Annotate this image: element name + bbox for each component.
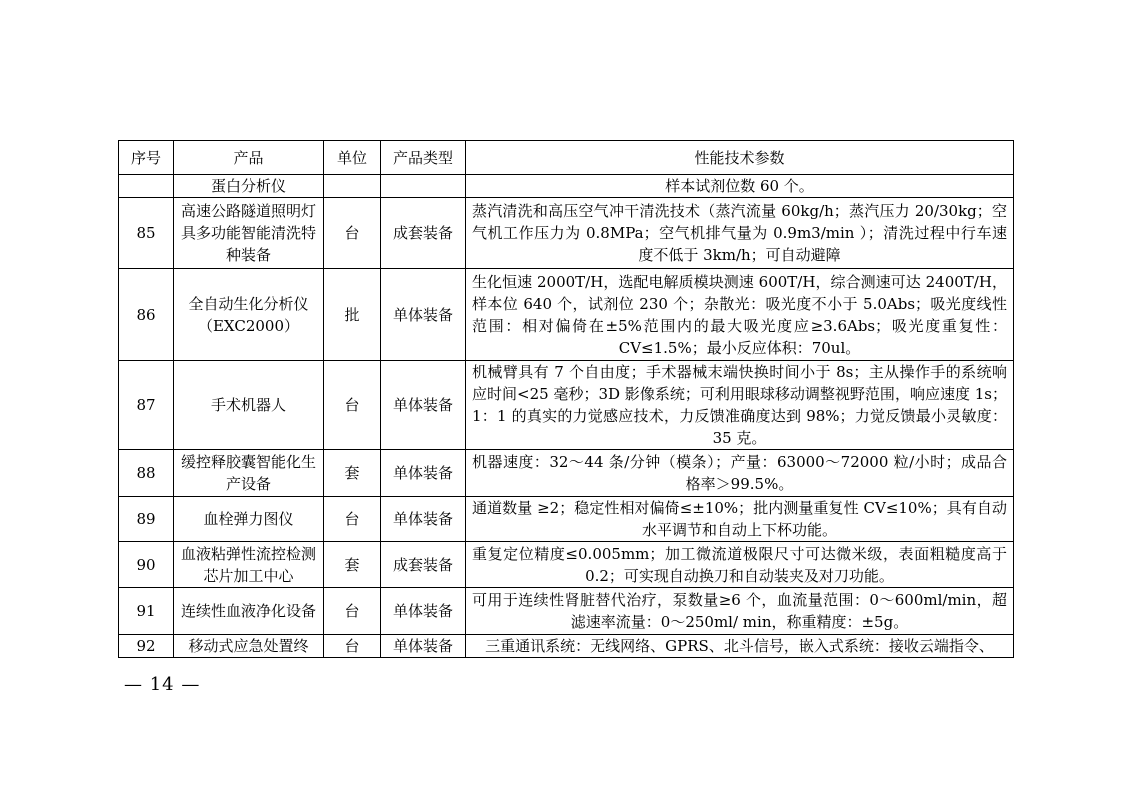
- cell-type: 单体装备: [381, 497, 466, 542]
- cell-product: 移动式应急处置终: [174, 635, 324, 658]
- table-row: [119, 497, 1014, 542]
- cell-type: 单体装备: [381, 269, 466, 361]
- table-row: [119, 450, 1014, 497]
- cell-type: [381, 175, 466, 198]
- cell-index: 87: [119, 361, 174, 450]
- cell-type: 成套装备: [381, 198, 466, 269]
- cell-type: 成套装备: [381, 542, 466, 588]
- header-tech-params: 性能技术参数: [466, 141, 1014, 175]
- equipment-spec-table: [118, 140, 1014, 658]
- cell-params: 通道数量 ≥2；稳定性相对偏倚≤±10%；批内测量重复性 CV≤10%；具有自动水平调节和自动上下杯功能。: [466, 497, 1014, 542]
- cell-type: 单体装备: [381, 361, 466, 450]
- cell-unit: 台: [324, 588, 381, 635]
- table-row: [119, 542, 1014, 588]
- cell-product: 手术机器人: [174, 361, 324, 450]
- table-header-row: [119, 141, 1014, 175]
- cell-params: 机械臂具有 7 个自由度；手术器械末端快换时间小于 8s；主从操作手的系统响应时间<25 毫秒；3D 影像系统；可利用眼球移动调整视野范围，响应速度 1s；1：1 的真实的力觉感应技术，力反馈准确度达到 98%；力觉反馈最小灵敏度：35 克。: [466, 361, 1014, 450]
- table-row: [119, 635, 1014, 658]
- header-product: 产品: [174, 141, 324, 175]
- cell-params: 样本试剂位数 60 个。: [466, 175, 1014, 198]
- cell-unit: 台: [324, 497, 381, 542]
- cell-index: 86: [119, 269, 174, 361]
- table-row: [119, 269, 1014, 361]
- cell-index: [119, 175, 174, 198]
- cell-index: 85: [119, 198, 174, 269]
- cell-unit: 台: [324, 198, 381, 269]
- cell-product: 蛋白分析仪: [174, 175, 324, 198]
- header-unit: 单位: [324, 141, 381, 175]
- cell-unit: 套: [324, 450, 381, 497]
- cell-index: 88: [119, 450, 174, 497]
- table-row: [119, 361, 1014, 450]
- page-number: — 14 —: [124, 674, 201, 695]
- cell-index: 89: [119, 497, 174, 542]
- cell-product: 全自动生化分析仪（EXC2000）: [174, 269, 324, 361]
- cell-params: 可用于连续性肾脏替代治疗，泵数量≥6 个，血流量范围：0～600ml/min，超滤速率流量：0～250ml/ min，称重精度：±5g。: [466, 588, 1014, 635]
- table-row: [119, 198, 1014, 269]
- cell-params: 机器速度：32～44 条/分钟（模条）；产量：63000～72000 粒/小时；成品合格率＞99.5%。: [466, 450, 1014, 497]
- cell-index: 92: [119, 635, 174, 658]
- header-product-type: 产品类型: [381, 141, 466, 175]
- cell-product: 血栓弹力图仪: [174, 497, 324, 542]
- cell-type: 单体装备: [381, 588, 466, 635]
- cell-type: 单体装备: [381, 450, 466, 497]
- cell-params: 三重通讯系统：无线网络、GPRS、北斗信号，嵌入式系统：接收云端指令、: [466, 635, 1014, 658]
- cell-params: 重复定位精度≤0.005mm；加工微流道极限尺寸可达微米级，表面粗糙度高于 0.2；可实现自动换刀和自动装夹及对刀功能。: [466, 542, 1014, 588]
- cell-params: 生化恒速 2000T/H，选配电解质模块测速 600T/H，综合测速可达 2400T/H，样本位 640 个，试剂位 230 个；杂散光：吸光度不小于 5.0Abs；吸光度线性范围：相对偏倚在±5%范围内的最大吸光度应≥3.6Abs；吸光度重复性：CV≤1.5%；最小反应体积：70ul。: [466, 269, 1014, 361]
- cell-product: 高速公路隧道照明灯具多功能智能清洗特种装备: [174, 198, 324, 269]
- cell-index: 91: [119, 588, 174, 635]
- cell-type: 单体装备: [381, 635, 466, 658]
- cell-product: 血液粘弹性流控检测芯片加工中心: [174, 542, 324, 588]
- table-row: [119, 588, 1014, 635]
- header-index: 序号: [119, 141, 174, 175]
- cell-index: 90: [119, 542, 174, 588]
- cell-unit: 批: [324, 269, 381, 361]
- cell-unit: 台: [324, 635, 381, 658]
- cell-unit: 台: [324, 361, 381, 450]
- cell-product: 连续性血液净化设备: [174, 588, 324, 635]
- cell-params: 蒸汽清洗和高压空气冲干清洗技术（蒸汽流量 60kg/h；蒸汽压力 20/30kg；空气机工作压力为 0.8MPa；空气机排气量为 0.9m3/min ）；清洗过程中行车速度不低于 3km/h；可自动避障: [466, 198, 1014, 269]
- cell-unit: [324, 175, 381, 198]
- cell-unit: 套: [324, 542, 381, 588]
- table-row: [119, 175, 1014, 198]
- cell-product: 缓控释胶囊智能化生产设备: [174, 450, 324, 497]
